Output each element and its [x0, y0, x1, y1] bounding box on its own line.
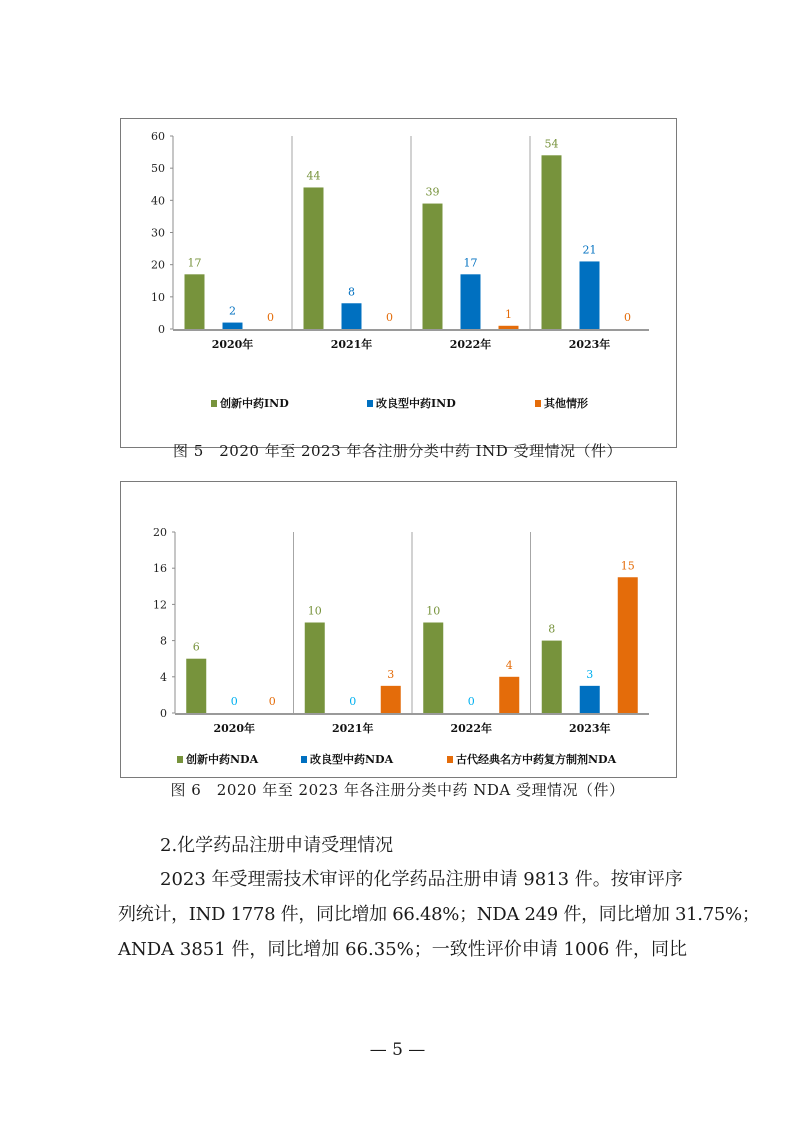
chart-nda	[121, 482, 676, 777]
data-label: 15	[620, 559, 635, 573]
bar	[542, 641, 562, 713]
bar	[461, 274, 481, 329]
data-label: 0	[349, 695, 357, 708]
bar	[542, 155, 562, 329]
data-label: 0	[230, 695, 238, 708]
legend-swatch	[447, 756, 453, 763]
y-tick-label: 20	[151, 258, 165, 272]
bar	[381, 686, 401, 713]
data-label: 4	[505, 658, 513, 672]
y-tick-label: 12	[153, 598, 167, 612]
figure-6-caption: 图 6 2020 年至 2023 年各注册分类中药 NDA 受理情况（件）	[170, 781, 625, 799]
bar	[342, 303, 362, 329]
bar	[423, 623, 443, 714]
paragraph-line-2: 列统计，IND 1778 件，同比增加 66.48%；NDA 249 件，同比增加 31.75%；	[118, 904, 760, 925]
y-tick-label: 50	[151, 162, 165, 176]
data-label: 1	[505, 307, 512, 321]
data-label: 0	[386, 311, 393, 324]
bar	[304, 187, 324, 329]
y-tick-label: 4	[160, 670, 167, 684]
legend-label: 创新中药NDA	[186, 753, 259, 766]
x-tick-label: 2021年	[330, 338, 373, 351]
bar	[618, 577, 638, 713]
x-tick-label: 2020年	[211, 338, 254, 351]
paragraph-line-3: ANDA 3851 件，同比增加 66.35%；一致性评价申请 1006 件，同比	[118, 939, 688, 960]
bar	[423, 204, 443, 329]
bar	[580, 261, 600, 329]
data-label: 0	[467, 695, 475, 708]
y-tick-label: 60	[151, 130, 165, 143]
data-label: 2	[229, 304, 236, 318]
bar	[186, 659, 206, 713]
y-tick-label: 0	[158, 323, 165, 336]
data-label: 0	[267, 311, 274, 324]
page-number: — 5 —	[369, 1040, 426, 1060]
bar	[223, 323, 243, 329]
data-label: 39	[425, 185, 440, 199]
chart-ind-frame	[120, 118, 677, 448]
legend-label: 改良型中药IND	[376, 397, 456, 410]
legend-label: 创新中药IND	[220, 397, 289, 410]
x-tick-label: 2022年	[449, 338, 492, 351]
bar	[580, 686, 600, 713]
data-label: 3	[586, 667, 594, 681]
bar	[305, 623, 325, 714]
chart-nda-frame	[120, 481, 677, 778]
legend-swatch	[211, 400, 217, 407]
figure-5-caption: 图 5 2020 年至 2023 年各注册分类中药 IND 受理情况（件）	[172, 442, 623, 460]
legend-label: 古代经典名方中药复方制剂NDA	[456, 753, 617, 766]
legend-swatch	[535, 400, 541, 407]
chart-ind	[121, 119, 676, 447]
y-tick-label: 16	[153, 562, 167, 576]
section-title: 2.化学药品注册申请受理情况	[160, 835, 394, 856]
bar	[499, 677, 519, 713]
y-tick-label: 20	[153, 526, 167, 539]
bar	[499, 326, 519, 329]
data-label: 21	[582, 243, 597, 257]
legend-swatch	[367, 400, 373, 407]
data-label: 8	[548, 622, 556, 636]
x-tick-label: 2020年	[213, 722, 256, 735]
bar	[185, 274, 205, 329]
data-label: 10	[426, 604, 441, 618]
data-label: 17	[463, 256, 478, 270]
paragraph-line-1: 2023 年受理需技术审评的化学药品注册申请 9813 件。按审评序	[160, 869, 683, 890]
data-label: 54	[544, 137, 559, 151]
x-tick-label: 2021年	[331, 722, 374, 735]
legend-swatch	[177, 756, 183, 763]
legend-swatch	[301, 756, 307, 763]
legend-label: 改良型中药NDA	[310, 753, 394, 766]
y-tick-label: 30	[151, 226, 165, 240]
x-tick-label: 2022年	[450, 722, 493, 735]
data-label: 0	[268, 695, 276, 708]
data-label: 6	[192, 640, 200, 654]
legend-label: 其他情形	[544, 397, 588, 410]
data-label: 10	[307, 604, 322, 618]
body-paragraph	[118, 862, 760, 967]
y-tick-label: 10	[151, 290, 165, 304]
data-label: 3	[387, 667, 395, 681]
data-label: 44	[306, 169, 321, 183]
y-tick-label: 8	[160, 634, 167, 648]
x-tick-label: 2023年	[568, 338, 611, 351]
x-tick-label: 2023年	[568, 722, 611, 735]
data-label: 17	[187, 256, 202, 270]
data-label: 0	[624, 311, 631, 324]
data-label: 8	[348, 285, 355, 299]
y-tick-label: 0	[160, 707, 167, 720]
y-tick-label: 40	[151, 194, 165, 208]
